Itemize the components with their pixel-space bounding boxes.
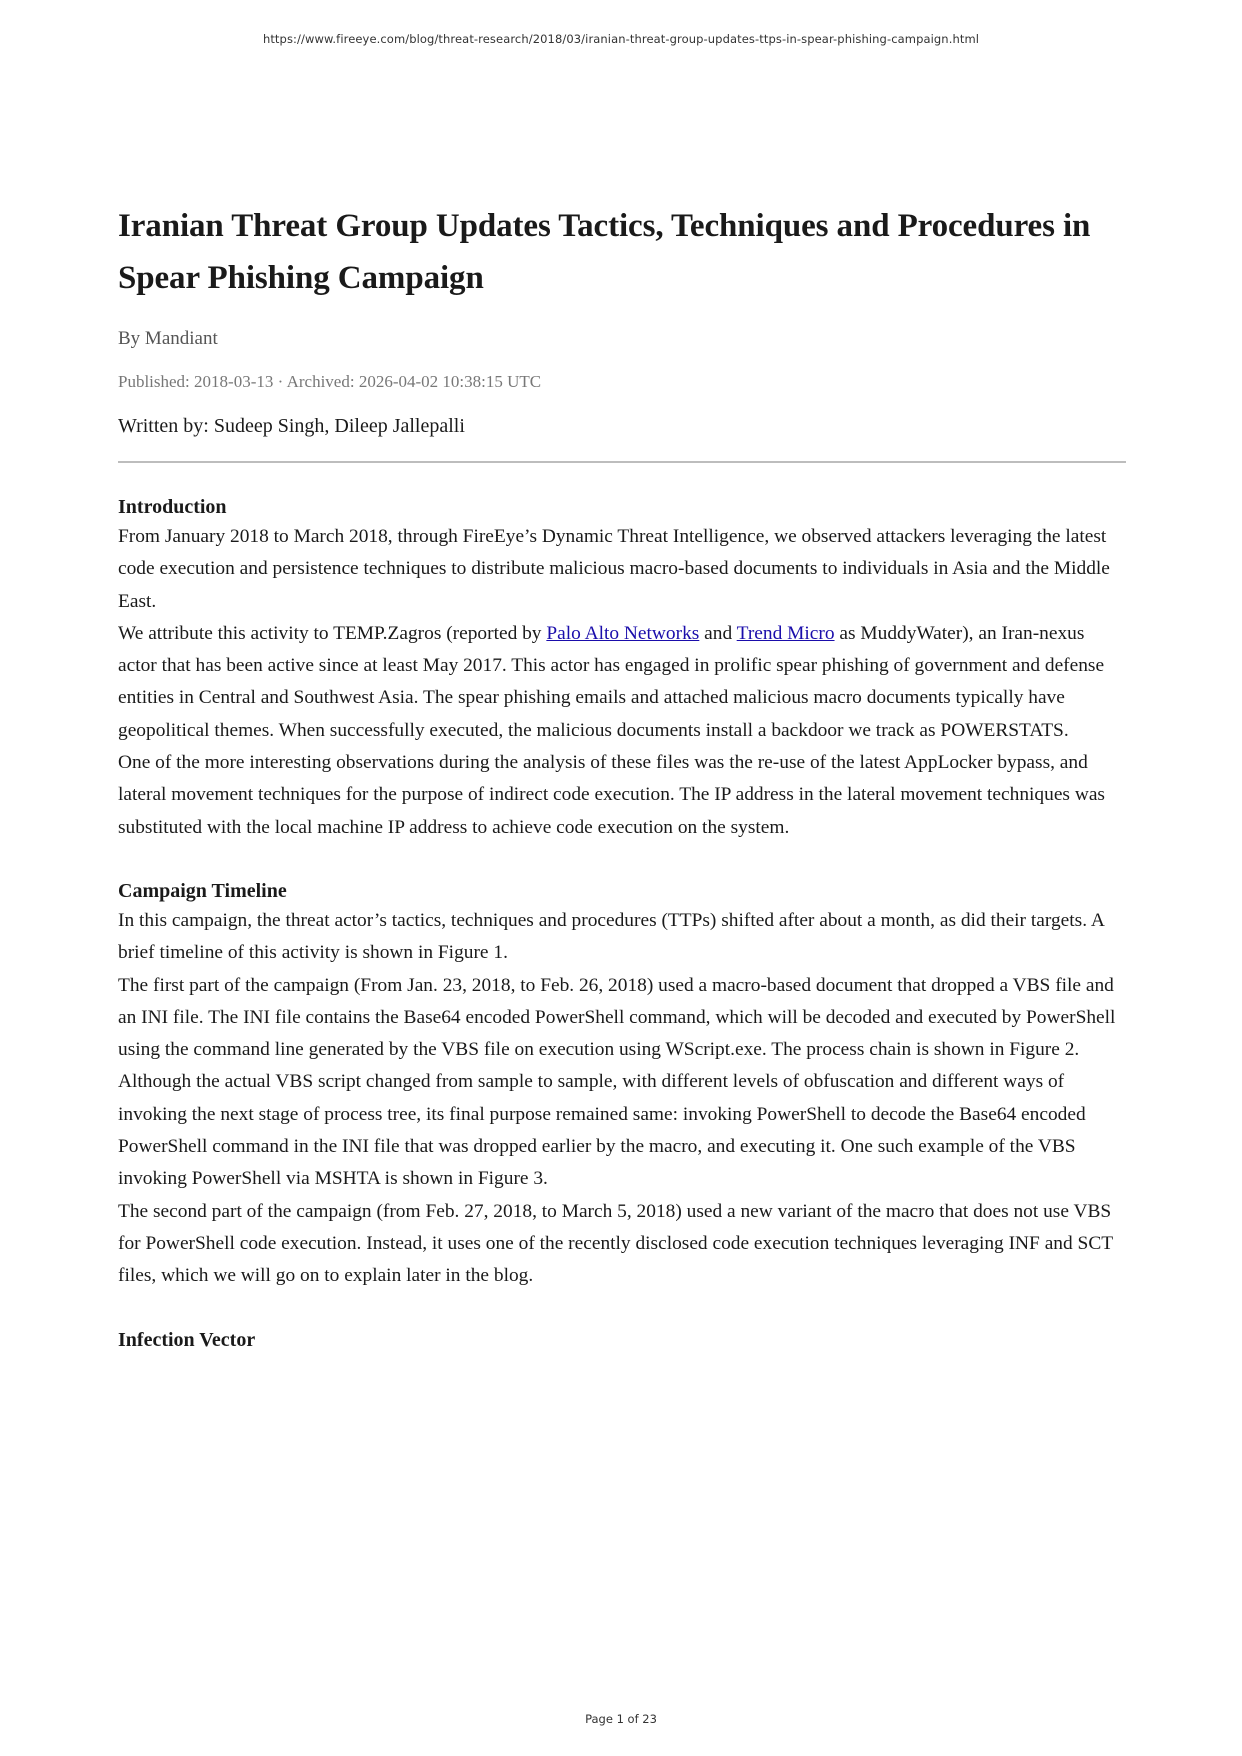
heading-campaign-timeline: Campaign Timeline: [118, 879, 287, 902]
article: [118, 200, 1126, 1354]
intro-p2-text-start: We attribute this activity to TEMP.Zagros (reported by: [118, 622, 547, 644]
intro-paragraph-3: One of the more interesting observations during the analysis of these files was the re-use of the latest AppLocker bypass, and lateral movement techniques for the purpose of indirect code execution. The IP address in the lateral movement techniques was substituted with the local machine IP address to achieve code execution on the system.: [118, 752, 1105, 838]
date-separator: ·: [273, 372, 287, 391]
byline: By Mandiant: [118, 328, 218, 349]
timeline-paragraph-3: Although the actual VBS script changed from sample to sample, with different levels of obfuscation and different ways of invoking the next stage of process tree, its final purpose remained same: invoking PowerShell to decode the Base64 encoded PowerShell command in the INI file that was dropped earlier by the macro, and executing it. One such example of the VBS invoking PowerShell via MSHTA is shown in Figure 3.: [118, 1071, 1086, 1190]
timeline-paragraph-4: The second part of the campaign (from Feb. 27, 2018, to March 5, 2018) used a new variant of the macro that does not use VBS for PowerShell code execution. Instead, it uses one of the recently disclosed code execution techniques leveraging INF and SCT files, which we will go on to explain later in the blog.: [118, 1200, 1113, 1287]
page-url-header: https://www.fireeye.com/blog/threat-research/2018/03/iranian-threat-group-updates-ttps-in-spear-phishing-campaign.html: [262, 32, 980, 46]
article-title-line-1: Iranian Threat Group Updates Tactics, Techniques and Procedures in: [118, 208, 1091, 244]
heading-introduction: Introduction: [118, 496, 227, 518]
page-number-footer: Page 1 of 23: [585, 1712, 657, 1726]
intro-p2-text-end: as MuddyWater), an Iran-nexus actor that has been active since at least May 2017. This actor has engaged in prolific spear phishing of government and defense entities in Central and Southwest Asia. The spear phishing emails and attached malicious macro documents typically have geopolitical themes. When successfully executed, the malicious documents install a backdoor we track as POWERSTATS.: [118, 622, 1105, 741]
archived-date: Archived: 2026-04-02 10:38:15 UTC: [286, 372, 542, 391]
published-date: Published: 2018-03-13: [118, 372, 274, 391]
intro-paragraph-2: [118, 618, 1126, 747]
palo-alto-networks-link[interactable]: Palo Alto Networks: [546, 622, 700, 644]
article-title-line-2: Spear Phishing Campaign: [118, 260, 484, 296]
article-title: [118, 200, 1126, 304]
written-by: Written by: Sudeep Singh, Dileep Jallepalli: [118, 415, 465, 437]
publication-dates: [118, 370, 1126, 394]
trend-micro-link[interactable]: Trend Micro: [736, 622, 835, 644]
intro-p2-text-between: and: [699, 622, 737, 644]
header-divider: [118, 461, 1126, 463]
intro-paragraph-1: From January 2018 to March 2018, through FireEye’s Dynamic Threat Intelligence, we observed attackers leveraging the latest code execution and persistence techniques to distribute malicious macro-based documents to individuals in Asia and the Middle East.: [118, 526, 1110, 612]
heading-infection-vector: Infection Vector: [118, 1328, 256, 1351]
timeline-paragraph-2: The first part of the campaign (From Jan. 23, 2018, to Feb. 26, 2018) used a macro-based document that dropped a VBS file and an INI file. The INI file contains the Base64 encoded PowerShell command, which will be decoded and executed by PowerShell using the command line generated by the VBS file on execution using WScript.exe. The process chain is shown in Figure 2.: [118, 974, 1116, 1061]
timeline-paragraph-1: In this campaign, the threat actor’s tactics, techniques and procedures (TTPs) shifted after about a month, as did their targets. A brief timeline of this activity is shown in Figure 1.: [118, 909, 1104, 964]
